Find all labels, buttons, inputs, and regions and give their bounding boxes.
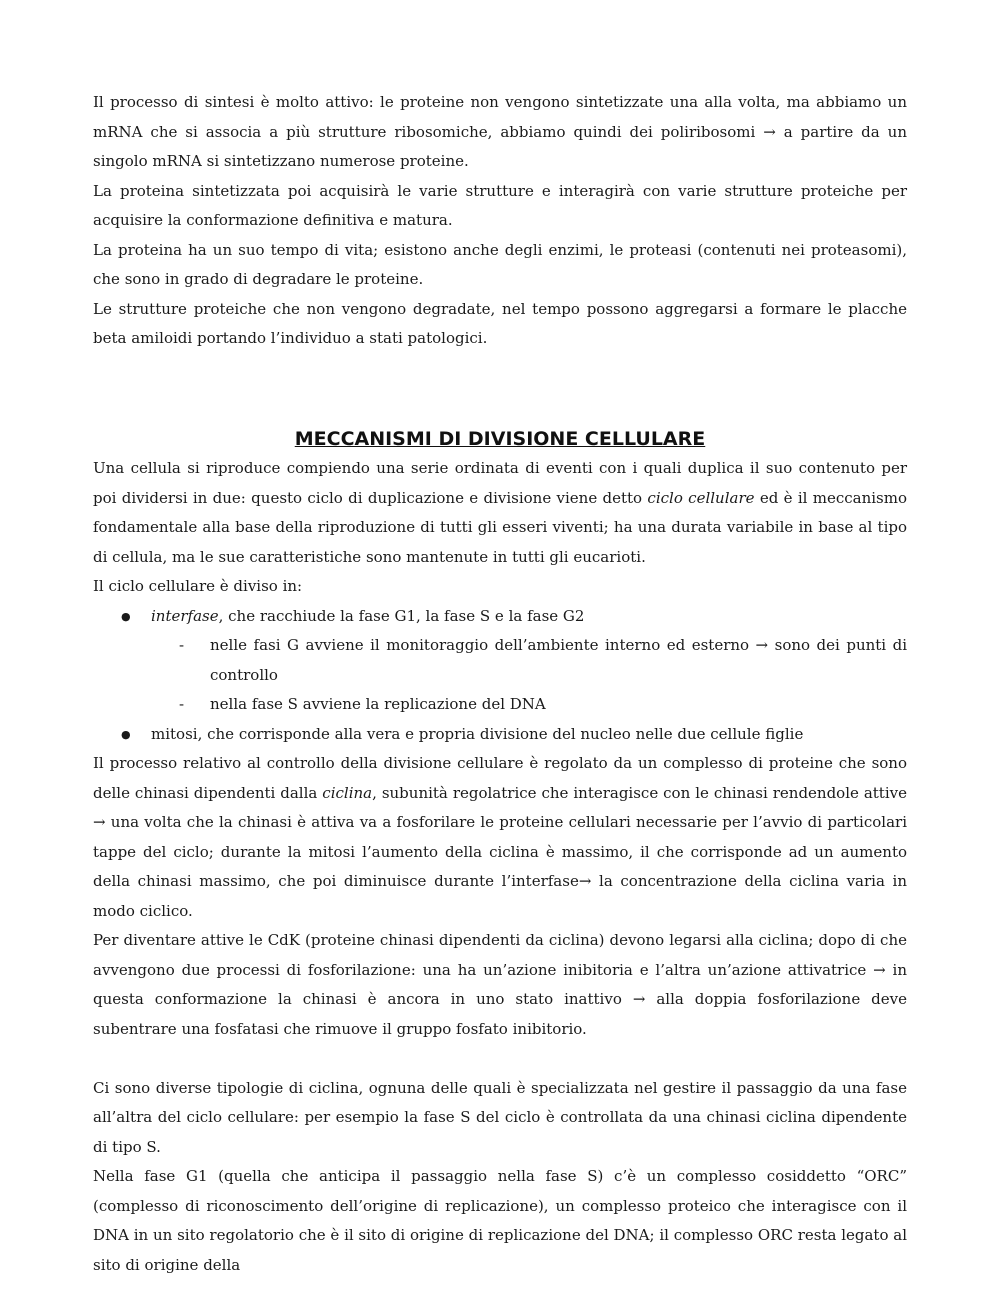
document-page (93, 88, 907, 1280)
section-paragraph-1 (93, 454, 907, 572)
intro-paragraph-1: Il processo di sintesi è molto attivo: le proteine non vengono sintetizzate una alla volta, ma abbiamo un mRNA che si associa a più strutture ribosomiche, abbiamo quindi dei poliribosomi → a partire da un singolo mRNA si sintetizzano numerose proteine. (93, 93, 907, 170)
text-run: ed è il meccanismo fondamentale alla base della riproduzione di tutti gli esseri viventi; ha una durata variabile in base al tipo di cellula, ma le sue caratteristiche sono mantenute in tutti gli eucarioti. (93, 488, 907, 566)
section-title: MECCANISMI DI DIVISIONE CELLULARE (294, 427, 706, 450)
list-item-interfase (93, 602, 907, 720)
emphasis-interfase: interfase (151, 606, 219, 625)
text-run: , subunità regolatrice che interagisce con le chinasi rendendole attive → una volta che la chinasi è attiva va a fosforilare le proteine cellulari necessarie per l’avvio di particolari tappe del ciclo; durante la mitosi l’aumento della ciclina è massimo, il che corrisponde ad un aumento della chinasi massimo, che poi diminuisce durante l’interfase→ la concentrazione della ciclina varia in modo ciclico. (93, 783, 907, 920)
text-run: Il processo relativo al controllo della divisione cellulare è regolato da un complesso di proteine che sono delle chinasi dipendenti dalla (93, 754, 907, 802)
intro-paragraph-4: Le strutture proteiche che non vengono degradate, nel tempo possono aggregarsi a formare le placche beta amiloidi portando l’individuo a stati patologici. (93, 299, 907, 347)
spacer (93, 354, 907, 413)
list-item-mitosi: ● mitosi, che corrisponde alla vera e propria divisione del nucleo nelle due cellule figlie (93, 720, 907, 750)
intro-paragraph-3: La proteina ha un suo tempo di vita; esistono anche degli enzimi, le proteasi (contenuti nei proteasomi), che sono in grado di degradare le proteine. (93, 240, 907, 288)
section-paragraph-4: Per diventare attive le CdK (proteine chinasi dipendenti da ciclina) devono legarsi alla ciclina; dopo di che avvengono due processi di fosforilazione: una ha un’azione inibitoria e l’altra un’azione attivatrice → in questa conformazione la chinasi è ancora in uno stato inattivo → alla doppia fosforilazione deve subentrare una fosfatasi che rimuove il gruppo fosfato inibitorio. (93, 931, 907, 1038)
sublist-item-fasi-g: - nelle fasi G avviene il monitoraggio dell’ambiente interno ed esterno → sono dei punti di controllo (151, 631, 907, 690)
emphasis-ciclo-cellulare: ciclo cellulare (647, 488, 755, 507)
cycle-phases-list (93, 602, 907, 750)
emphasis-ciclina: ciclina (322, 783, 373, 802)
sublist-item-fase-s: - nella fase S avviene la replicazione del DNA (151, 690, 907, 720)
text-run: , che racchiude la fase G1, la fase S e la fase G2 (218, 606, 585, 625)
section-paragraph-2: Il ciclo cellulare è diviso in: (93, 577, 303, 595)
section-paragraph-5: Ci sono diverse tipologie di ciclina, ognuna delle quali è specializzata nel gestire il passaggio da una fase all’altra del ciclo cellulare: per esempio la fase S del ciclo è controllata da una chinasi ciclina dipendente di tipo S. (93, 1078, 907, 1156)
interfase-sublist (151, 631, 907, 720)
spacer (93, 1044, 907, 1074)
intro-paragraph-2: La proteina sintetizzata poi acquisirà le varie strutture e interagirà con varie strutture proteiche per acquisire la conformazione definitiva e matura. (93, 181, 907, 229)
section-paragraph-6: Nella fase G1 (quella che anticipa il passaggio nella fase S) c’è un complesso cosiddetto “ORC” (complesso di riconoscimento dell’origine di replicazione), un complesso proteico che interagisce con il DNA in un sito regolatorio che è il sito di origine di replicazione del DNA; il complesso ORC resta legato al sito di origine della (93, 1167, 907, 1274)
section-paragraph-3 (93, 749, 907, 926)
text-run: Una cellula si riproduce compiendo una serie ordinata di eventi con i quali duplica il suo contenuto per poi dividersi in due: questo ciclo di duplicazione e divisione viene detto (93, 459, 907, 507)
